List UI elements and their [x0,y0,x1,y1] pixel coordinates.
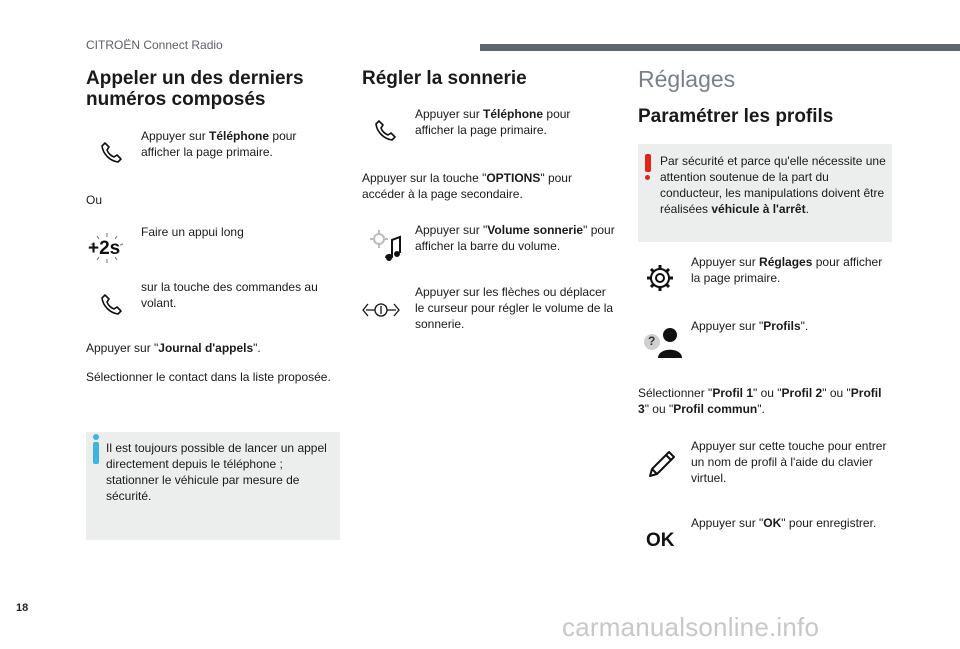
warning-bar [645,154,651,172]
watermark: carmanualsonline.info [562,612,820,642]
step-profiles: Appuyer sur "Profils". [691,319,809,333]
info-note-text: Il est toujours possible de lancer un appel directement depuis le téléphone ; stationner le véhicule par mesure de sécurité. [106,441,327,503]
page-number: 18 [16,602,29,614]
phone-icon [100,140,124,164]
long-press-2s-icon: +2s [86,232,128,264]
info-icon [93,434,99,440]
step-adjust-volume: Appuyer sur les flèches ou déplacer le curseur pour régler le volume de la sonnerie. [415,285,614,331]
step-select-profile: Sélectionner "Profil 1" ou "Profil 2" ou "Profil 3" ou "Profil commun". [638,386,882,416]
step-volume-ringtone: Appuyer sur "Volume sonnerie" pour afficher la barre du volume. [415,223,615,253]
edit-pencil-icon [646,448,678,480]
slider-arrows-icon [362,298,400,322]
ringtone-volume-icon [368,228,404,264]
section-title-recent-calls: Appeler un des derniers numéros composés [86,68,304,110]
section-title-profiles: Paramétrer les profils [638,106,834,127]
section-title-ringtone: Régler la sonnerie [362,68,527,89]
warning-note-text: Par sécurité et parce qu'elle nécessite une attention soutenue de la part du conducteur, les manipulations doivent être réalisées véhicule à l'arrêt. [660,154,886,216]
step-phone-primary-2: Appuyer sur Téléphone pour afficher la page primaire. [415,107,571,137]
step-select-contact: Sélectionner le contact dans la liste proposée. [86,370,331,384]
phone-icon [374,118,398,142]
phone-icon [100,292,124,316]
header-bar [480,44,960,51]
ok-icon: OK [646,530,675,551]
step-call-log: Appuyer sur "Journal d'appels". [86,341,261,355]
section-heading-settings: Réglages [638,66,736,92]
warning-icon [645,175,650,180]
settings-gear-icon [646,264,674,292]
step-options: Appuyer sur la touche "OPTIONS" pour accéder à la page secondaire. [362,171,572,201]
or-label: Ou [86,193,103,207]
step-steering-control: sur la touche des commandes au volant. [141,280,318,310]
info-bar [93,442,99,464]
step-phone-primary: Appuyer sur Téléphone pour afficher la page primaire. [141,129,297,159]
step-ok-save: Appuyer sur "OK" pour enregistrer. [691,516,877,530]
warning-note [638,144,892,242]
step-profile-name: Appuyer sur cette touche pour entrer un nom de profil à l'aide du clavier virtuel. [691,439,887,485]
step-long-press: Faire un appui long [141,225,244,239]
profiles-icon: ? [642,326,682,358]
step-settings-primary: Appuyer sur Réglages pour afficher la page primaire. [691,255,883,285]
header-title: CITROËN Connect Radio [86,38,223,52]
info-note [86,432,340,540]
